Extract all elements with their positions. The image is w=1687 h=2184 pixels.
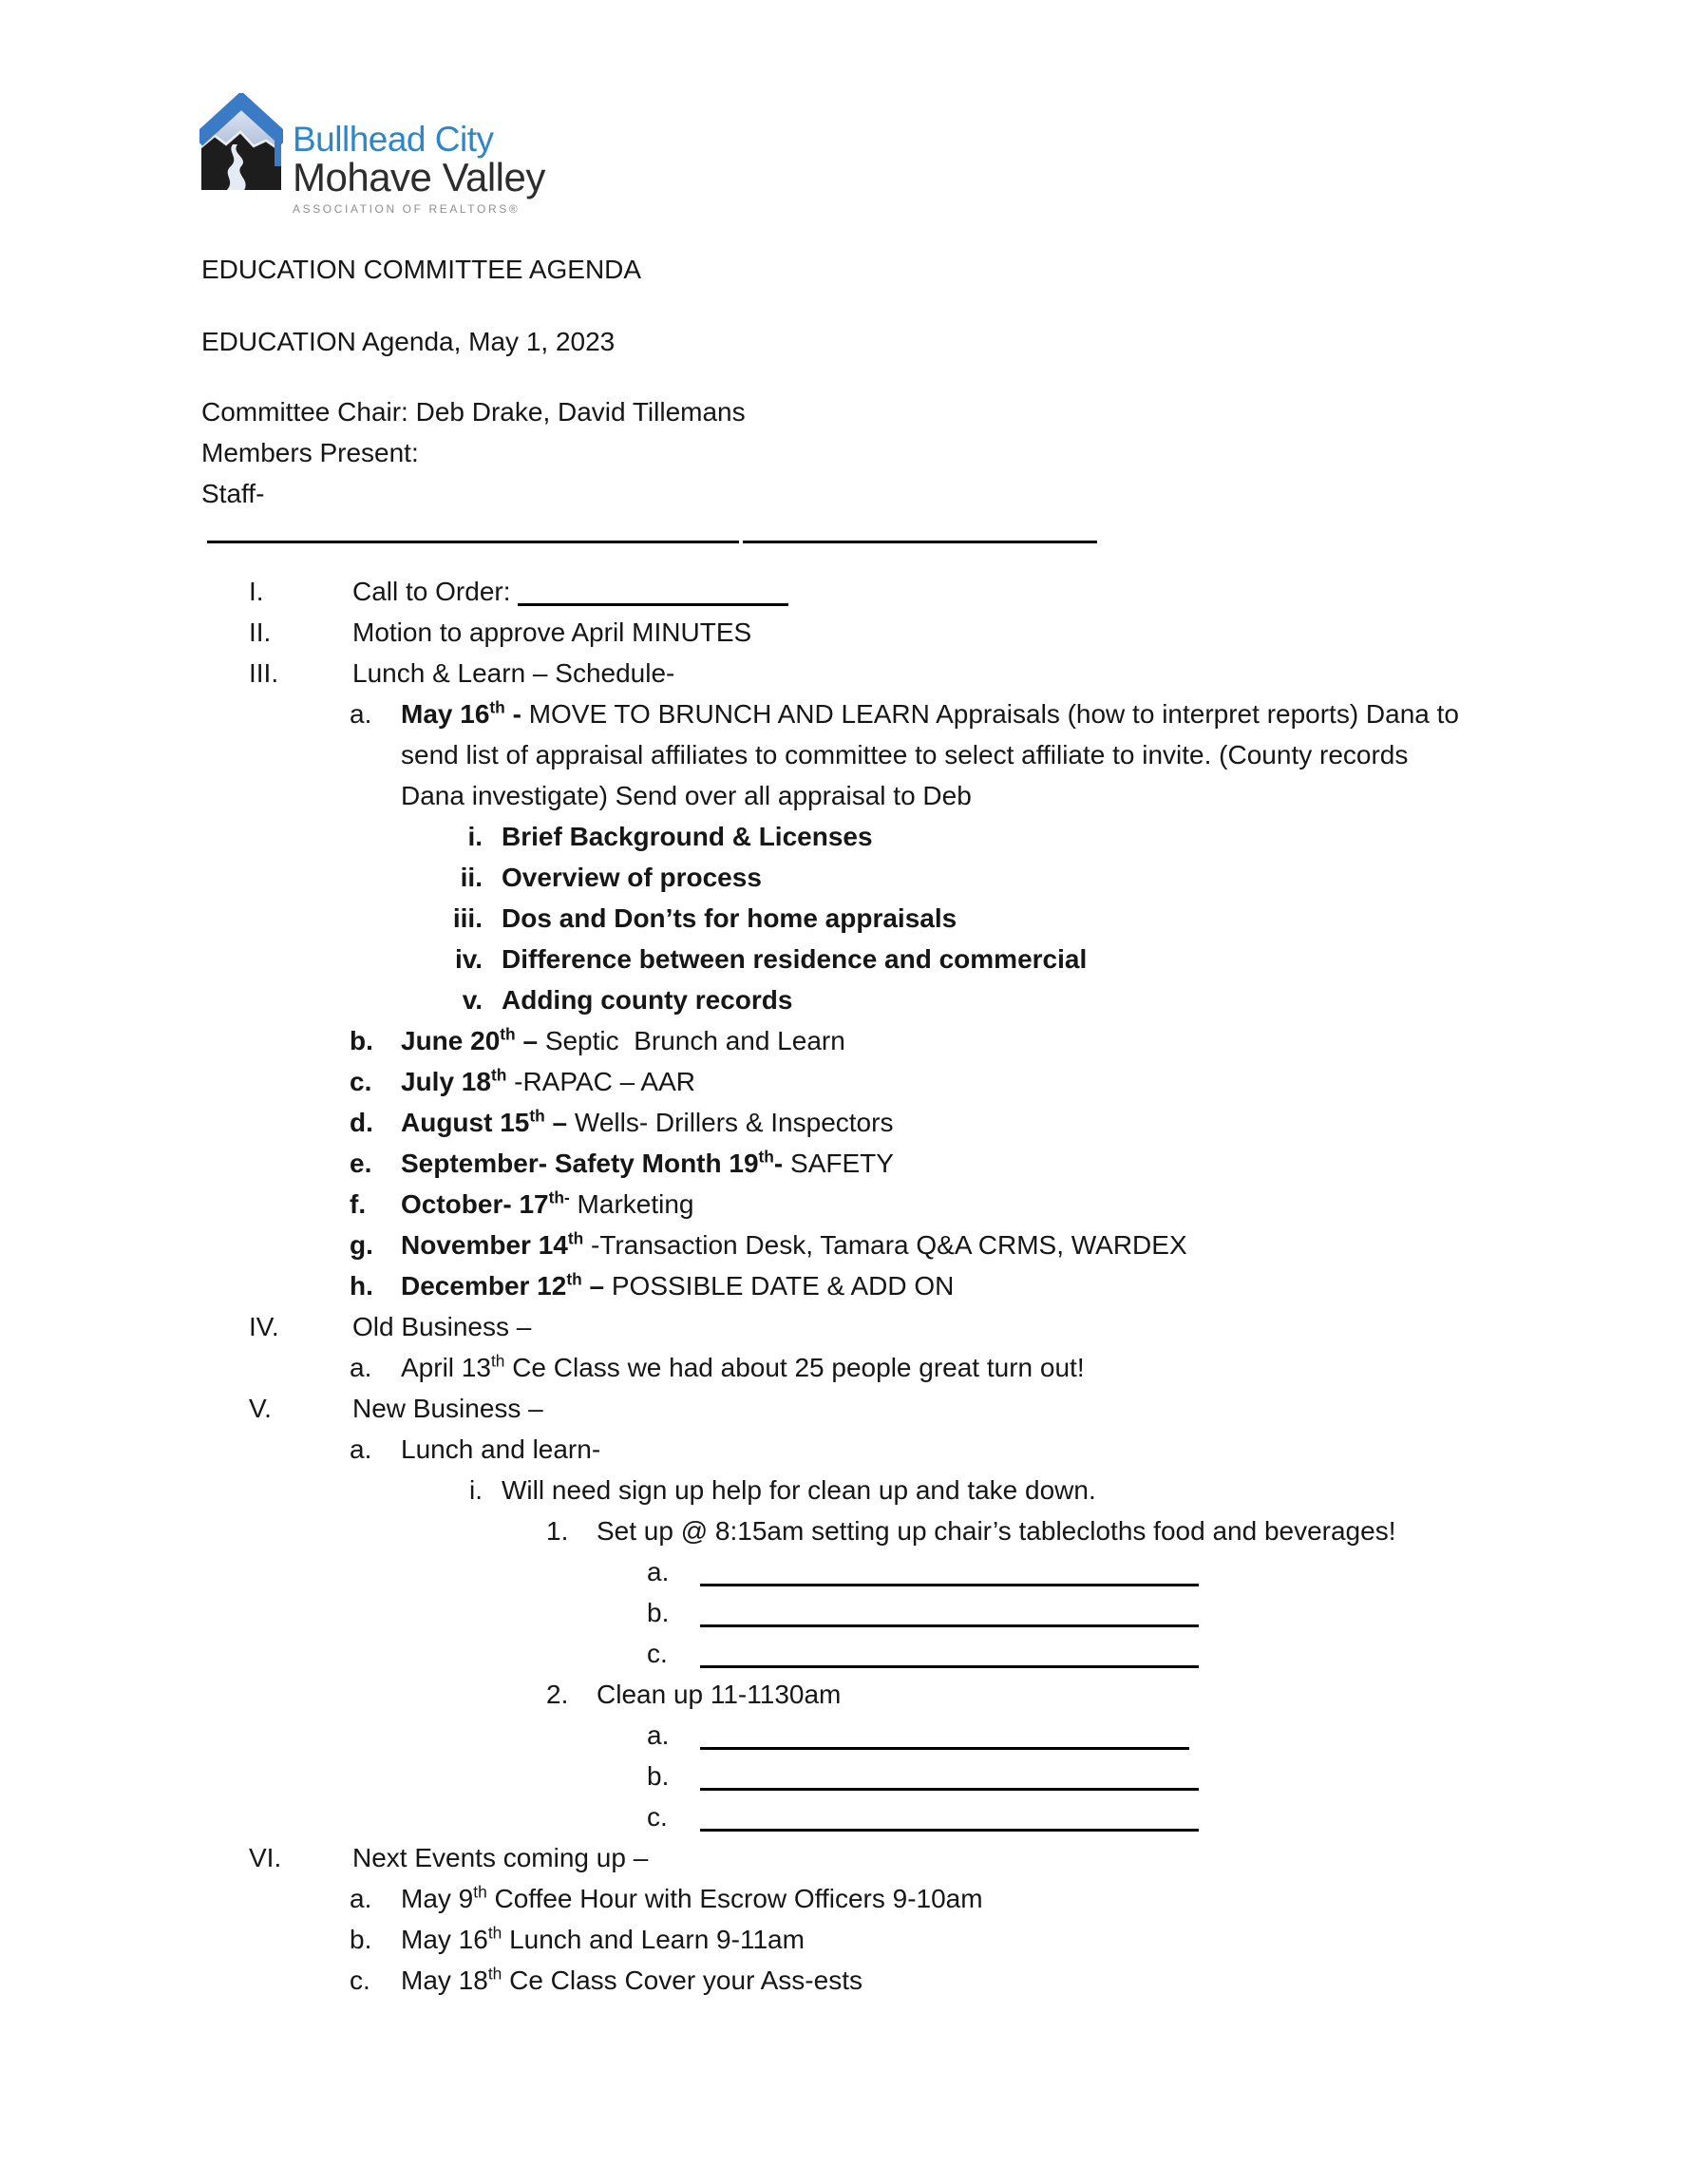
agenda-item [201, 898, 1579, 939]
item-marker: 1. [546, 1516, 569, 1546]
item-marker: i. [469, 1475, 483, 1505]
fill-in-blank [700, 1787, 1199, 1791]
item-text: August 15th – Wells- Drillers & Inspectors [401, 1106, 894, 1137]
agenda-item [201, 1796, 1579, 1837]
item-text: Clean up 11-1130am [597, 1680, 842, 1709]
item-marker: a. [647, 1720, 670, 1750]
item-text [700, 1551, 1579, 1592]
item-text: April 13th Ce Class we had about 25 people great turn out! [401, 1351, 1085, 1382]
item-marker: a. [350, 1884, 372, 1913]
item-marker: b. [350, 1026, 373, 1055]
agenda-item [201, 1265, 1579, 1306]
item-marker: b. [647, 1598, 670, 1627]
item-marker: e. [350, 1149, 372, 1178]
fill-in-blank [700, 1624, 1199, 1627]
item-text: Lunch and learn- [401, 1434, 601, 1464]
item-marker: a. [350, 1434, 372, 1464]
fill-in-blank [700, 1583, 1199, 1586]
meta-block [201, 391, 746, 514]
document-subtitle: EDUCATION Agenda, May 1, 2023 [201, 327, 616, 356]
item-text: Brief Background & Licenses [502, 822, 873, 851]
fill-in-blank [518, 602, 788, 606]
agenda-item [201, 979, 1579, 1020]
item-text: New Business – [352, 1394, 543, 1423]
agenda-item [201, 1470, 1579, 1510]
item-marker: VI. [249, 1843, 282, 1872]
item-marker: iii. [452, 903, 483, 933]
item-text: September- Safety Month 19th- SAFETY [401, 1147, 894, 1178]
agenda-item [201, 1674, 1579, 1715]
item-text: Next Events coming up – [352, 1843, 649, 1872]
agenda-item [201, 1919, 1579, 1960]
agenda-item [201, 1184, 1579, 1225]
agenda-item [201, 1225, 1579, 1265]
item-marker: c. [647, 1802, 668, 1832]
brand-logo [199, 93, 545, 216]
item-text [700, 1633, 1579, 1674]
item-marker: V. [249, 1394, 272, 1423]
item-text: Overview of process [502, 863, 762, 892]
item-text: July 18th -RAPAC – AAR [401, 1065, 695, 1096]
item-marker: a. [647, 1557, 670, 1586]
agenda-item [201, 1061, 1579, 1102]
item-text: November 14th -Transaction Desk, Tamara Q&A CRMS, WARDEX [401, 1228, 1187, 1260]
agenda-item [201, 1306, 1579, 1347]
item-marker: c. [350, 1067, 372, 1096]
agenda-item [201, 612, 1579, 653]
item-marker: g. [350, 1230, 373, 1260]
item-text: May 16th - MOVE TO BRUNCH AND LEARN Appraisals (how to interpret reports) Dana to send list of appraisal affiliates to committee to select affiliate to invite. (County records Dana investigate) Send over all appraisal to Deb [401, 697, 1460, 810]
item-marker: b. [647, 1761, 670, 1791]
agenda-item [201, 1960, 1579, 2001]
item-text: Will need sign up help for clean up and take down. [502, 1475, 1096, 1505]
header-rule [207, 541, 1097, 543]
agenda-item [201, 693, 1579, 816]
item-marker: a. [350, 1353, 372, 1382]
item-text: Motion to approve April MINUTES [352, 617, 752, 647]
agenda-item [201, 1347, 1579, 1388]
item-marker: c. [350, 1966, 370, 1995]
agenda-item [201, 1143, 1579, 1184]
item-marker: III. [249, 658, 279, 688]
agenda-item [201, 1102, 1579, 1143]
item-marker: ii. [460, 863, 483, 892]
agenda-item [201, 1837, 1579, 1878]
item-marker: a. [350, 699, 372, 729]
item-text: December 12th – POSSIBLE DATE & ADD ON [401, 1269, 955, 1301]
item-text [700, 1756, 1579, 1796]
agenda-item [201, 1592, 1579, 1633]
item-text [700, 1592, 1579, 1633]
agenda-item [201, 1510, 1579, 1551]
item-text: Old Business – [352, 1312, 532, 1341]
item-marker: I. [249, 577, 264, 606]
house-river-logo-icon [199, 93, 283, 192]
fill-in-blank [700, 1664, 1199, 1668]
item-text: Dos and Don’ts for home appraisals [502, 903, 957, 933]
agenda-item [201, 1756, 1579, 1796]
item-text: May 18th Ce Class Cover your Ass-ests [401, 1964, 862, 1995]
item-text [700, 1715, 1579, 1756]
item-text: October- $17^{th-}$ Marketing [401, 1187, 694, 1219]
item-marker: v. [462, 985, 483, 1015]
item-text: May 9th Coffee Hour with Escrow Officers 9-10am [401, 1882, 983, 1913]
agenda-item [201, 1633, 1579, 1674]
fill-in-blank [700, 1828, 1199, 1832]
item-text: Lunch & Learn – Schedule- [352, 658, 675, 688]
item-marker: IV. [249, 1312, 279, 1341]
meta-members-present: Members Present: [201, 438, 419, 467]
brand-wordmark [293, 93, 545, 216]
item-text [700, 1796, 1579, 1837]
item-text: Set up @ 8:15am setting up chair’s tablecloths food and beverages! [597, 1516, 1396, 1546]
item-marker: b. [350, 1925, 372, 1954]
agenda-item [201, 1715, 1579, 1756]
agenda-item [201, 1429, 1579, 1470]
item-text: Difference between residence and commercial [502, 944, 1088, 974]
item-marker: d. [350, 1108, 373, 1137]
item-marker: f. [350, 1189, 367, 1219]
brand-line-valley: Mohave Valley [293, 155, 545, 199]
item-text: June 20th – Septic Brunch and Learn [401, 1024, 845, 1055]
item-text: Call to Order: [352, 571, 1579, 612]
agenda-item [201, 571, 1579, 612]
agenda-item [201, 939, 1579, 979]
brand-line-city: Bullhead City [293, 120, 494, 159]
agenda-item [201, 816, 1579, 857]
item-marker: i. [467, 822, 483, 851]
brand-line-association: ASSOCIATION OF REALTORS® [293, 202, 521, 216]
agenda-item [201, 1551, 1579, 1592]
item-marker: iv. [454, 944, 483, 974]
agenda-item [201, 653, 1579, 693]
agenda-item [201, 1020, 1579, 1061]
meta-committee-chair: Committee Chair: Deb Drake, David Tillemans [201, 397, 746, 427]
item-marker: 2. [546, 1680, 569, 1709]
item-text: Adding county records [502, 985, 793, 1015]
document-title: EDUCATION COMMITTEE AGENDA [201, 255, 642, 284]
meta-staff: Staff- [201, 479, 265, 508]
item-marker: II. [249, 617, 272, 647]
item-marker: h. [350, 1271, 373, 1301]
agenda-list [201, 571, 1579, 2001]
item-marker: c. [647, 1639, 668, 1668]
agenda-item [201, 1388, 1579, 1429]
item-text: May 16th Lunch and Learn 9-11am [401, 1923, 805, 1954]
agenda-item [201, 857, 1579, 898]
fill-in-blank [700, 1746, 1189, 1750]
agenda-item [201, 1878, 1579, 1919]
